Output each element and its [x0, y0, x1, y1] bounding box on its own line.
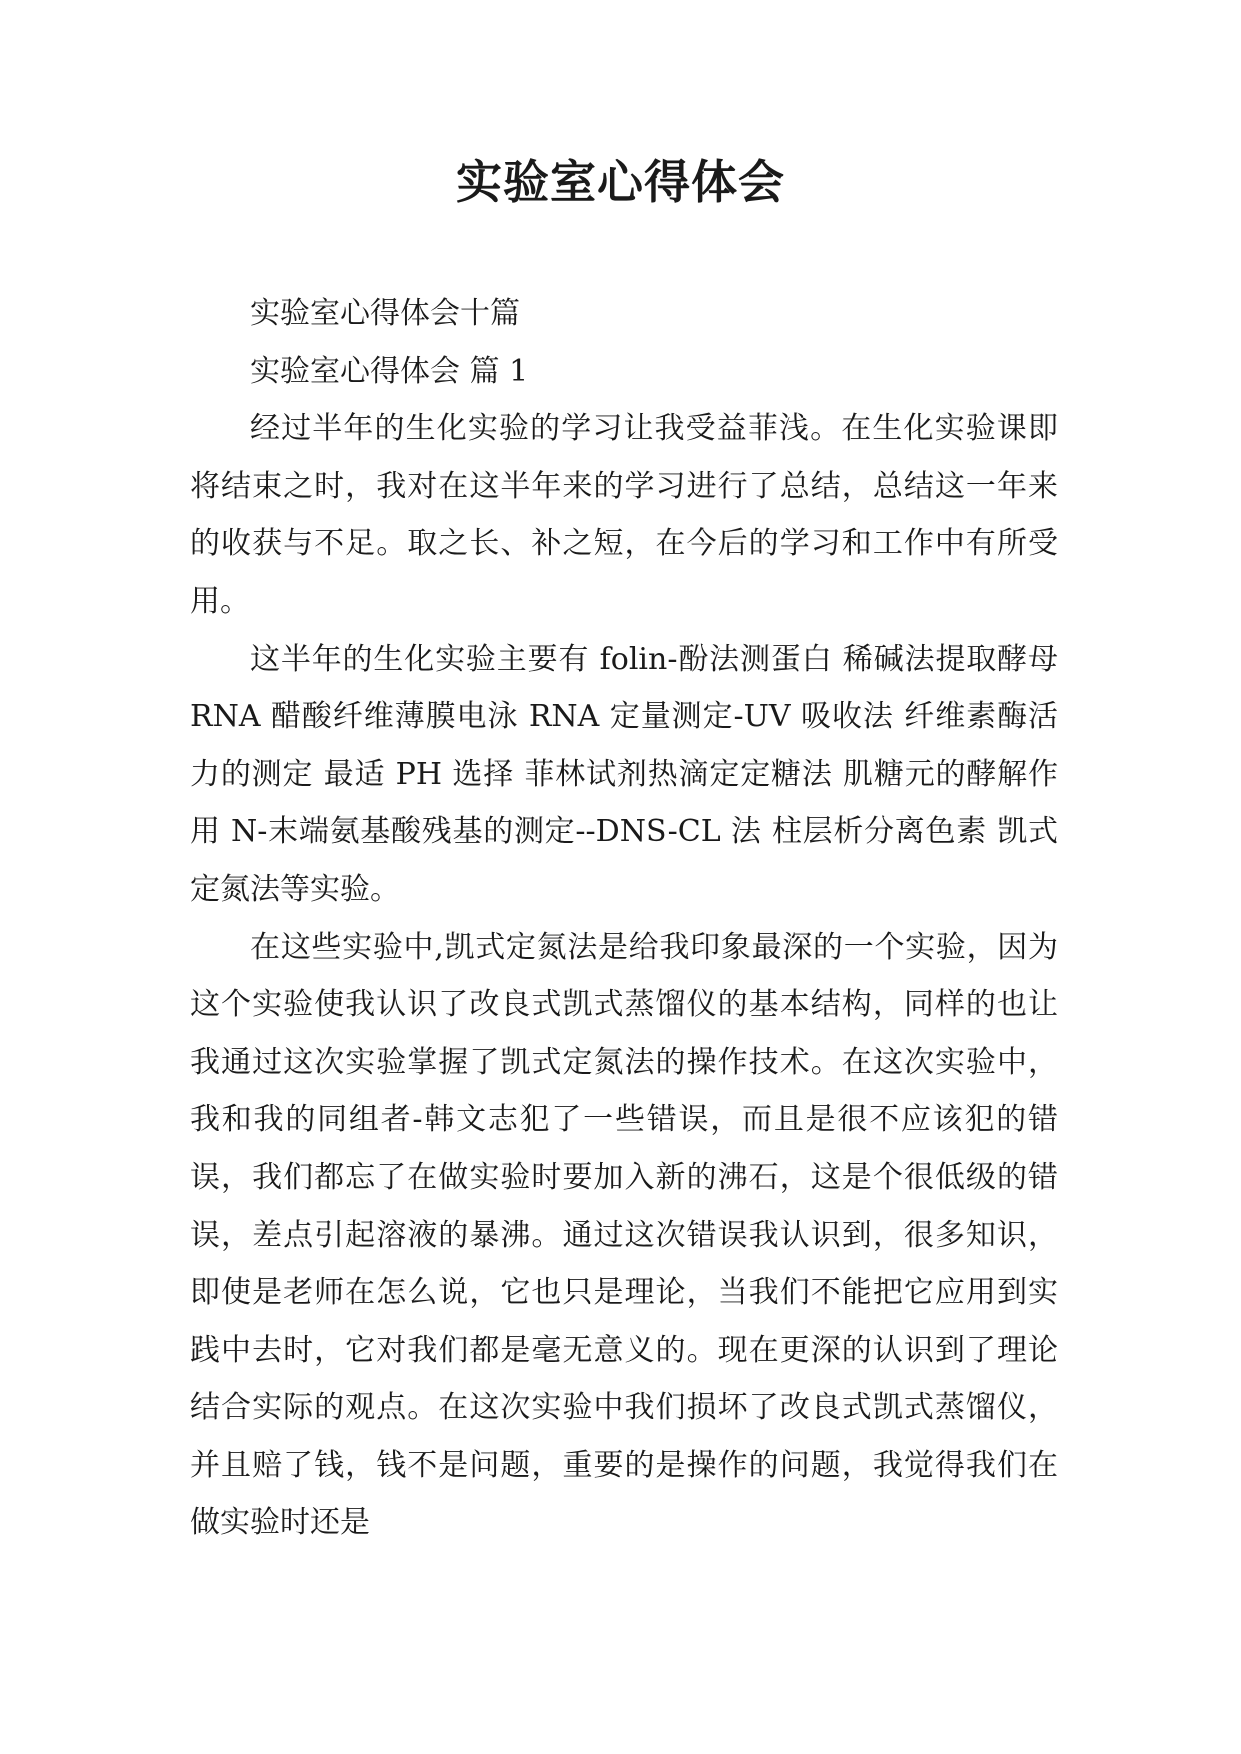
section-heading: 实验室心得体会 篇 1	[250, 353, 529, 389]
document-title: 实验室心得体会	[456, 155, 785, 209]
paragraph-kjeldahl: 在这些实验中,凯式定氮法是给我印象最深的一个实验，因为这个实验使我认识了改良式凯式蒸馏仪的基本结构，同样的也让我通过这次实验掌握了凯式定氮法的操作技术。在这次实验中，我和我的同组者-韩文志犯了一些错误，而且是很不应该犯的错误，我们都忘了在做实验时要加入新的沸石，这是个很低级的错误，差点引起溶液的暴沸。通过这次错误我认识到，很多知识，即使是老师在怎么说，它也只是理论，当我们不能把它应用到实践中去时，它对我们都是毫无意义的。现在更深的认识到了理论结合实际的观点。在这次实验中我们损坏了改良式凯式蒸馏仪，并且赔了钱，钱不是问题，重要的是操作的问题，我觉得我们在做实验时还是	[190, 929, 1058, 1541]
paragraph-experiment-list: 这半年的生化实验主要有 folin-酚法测蛋白 稀碱法提取酵母 RNA 醋酸纤维薄膜电泳 RNA 定量测定-UV 吸收法 纤维素酶活力的测定 最适 PH 选择 菲林试剂热滴定定糖法 肌糖元的酵解作用 N-末端氨基酸残基的测定--DNS-CL 法 柱层析分离色素 凯式定氮法等实验。	[190, 641, 1058, 907]
paragraph-intro: 经过半年的生化实验的学习让我受益菲浅。在生化实验课即将结束之时，我对在这半年来的学习进行了总结，总结这一年来的收获与不足。取之长、补之短，在今后的学习和工作中有所受用。	[190, 411, 1058, 619]
collection-heading: 实验室心得体会十篇	[250, 296, 520, 331]
document-body	[190, 285, 1058, 1552]
